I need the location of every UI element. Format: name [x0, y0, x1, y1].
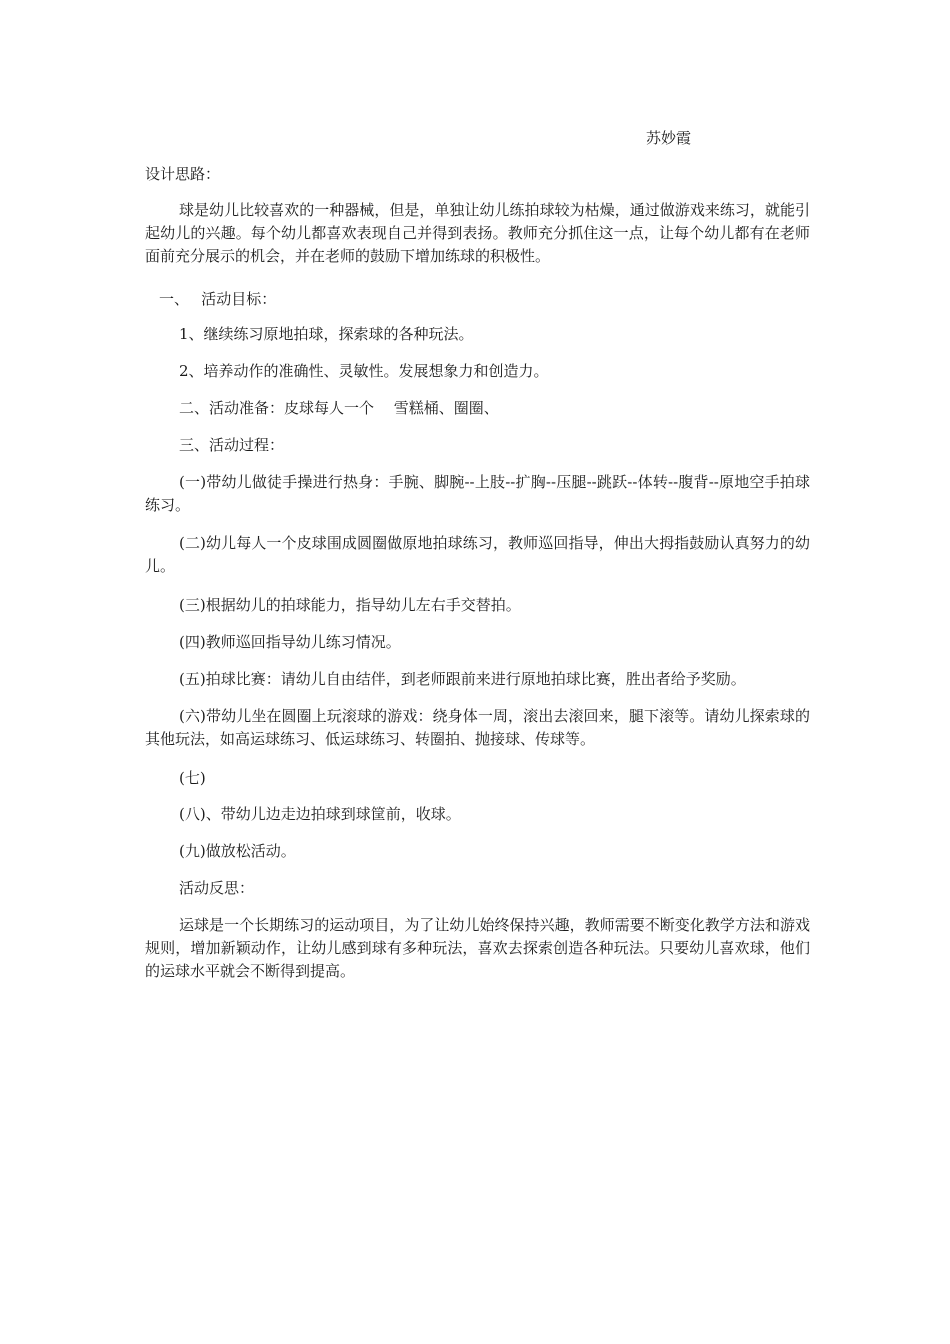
process-step-3: (三)根据幼儿的拍球能力，指导幼儿左右手交替拍。: [179, 596, 521, 614]
process-step-8: (八)、带幼儿边走边拍球到球筐前，收球。: [179, 805, 461, 823]
process-step-9: (九)做放松活动。: [179, 842, 296, 860]
process-heading: 三、活动过程：: [179, 436, 285, 454]
process-step-2: (二)幼儿每人一个皮球围成圆圈做原地拍球练习，教师巡回指导，伸出大拇指鼓励认真努力的幼儿。: [145, 534, 810, 575]
author-name: 苏妙霞: [646, 129, 692, 147]
process-step-7: (七): [179, 769, 206, 787]
goal-item-2: 2、培养动作的准确性、灵敏性。发展想象力和创造力。: [179, 362, 549, 380]
process-step-5: (五)拍球比赛：请幼儿自由结伴，到老师跟前来进行原地拍球比赛，胜出者给予奖励。: [179, 670, 746, 688]
goal-item-1: 1、继续练习原地拍球，探索球的各种玩法。: [179, 325, 474, 343]
process-step-4: (四)教师巡回指导幼儿练习情况。: [179, 633, 401, 651]
reflection-paragraph: 运球是一个长期练习的运动项目，为了让幼儿始终保持兴趣，教师需要不断变化教学方法和游戏规则，增加新颖动作，让幼儿感到球有多种玩法，喜欢去探索创造各种玩法。只要幼儿喜欢球，他们的运球水平就会不断得到提高。: [145, 916, 810, 980]
process-step-1: (一)带幼儿做徒手操进行热身：手腕、脚腕--上肢--扩胸--压腿--跳跃--体转--腹背--原地空手拍球练习。: [145, 473, 810, 514]
goals-heading: 一、 活动目标：: [159, 290, 277, 308]
reflection-heading: 活动反思：: [179, 879, 255, 897]
preparation-line: 二、活动准备：皮球每人一个 雪糕桶、圈圈、: [179, 399, 499, 417]
process-step-6: (六)带幼儿坐在圆圈上玩滚球的游戏：绕身体一周，滚出去滚回来，腿下滚等。请幼儿探索球的其他玩法，如高运球练习、低运球练习、转圈拍、抛接球、传球等。: [145, 707, 810, 748]
design-heading: 设计思路：: [145, 165, 221, 183]
design-paragraph: 球是幼儿比较喜欢的一种器械，但是，单独让幼儿练拍球较为枯燥，通过做游戏来练习，就能引起幼儿的兴趣。每个幼儿都喜欢表现自己并得到表扬。教师充分抓住这一点，让每个幼儿都有在老师面前充分展示的机会，并在老师的鼓励下增加练球的积极性。: [145, 201, 810, 265]
